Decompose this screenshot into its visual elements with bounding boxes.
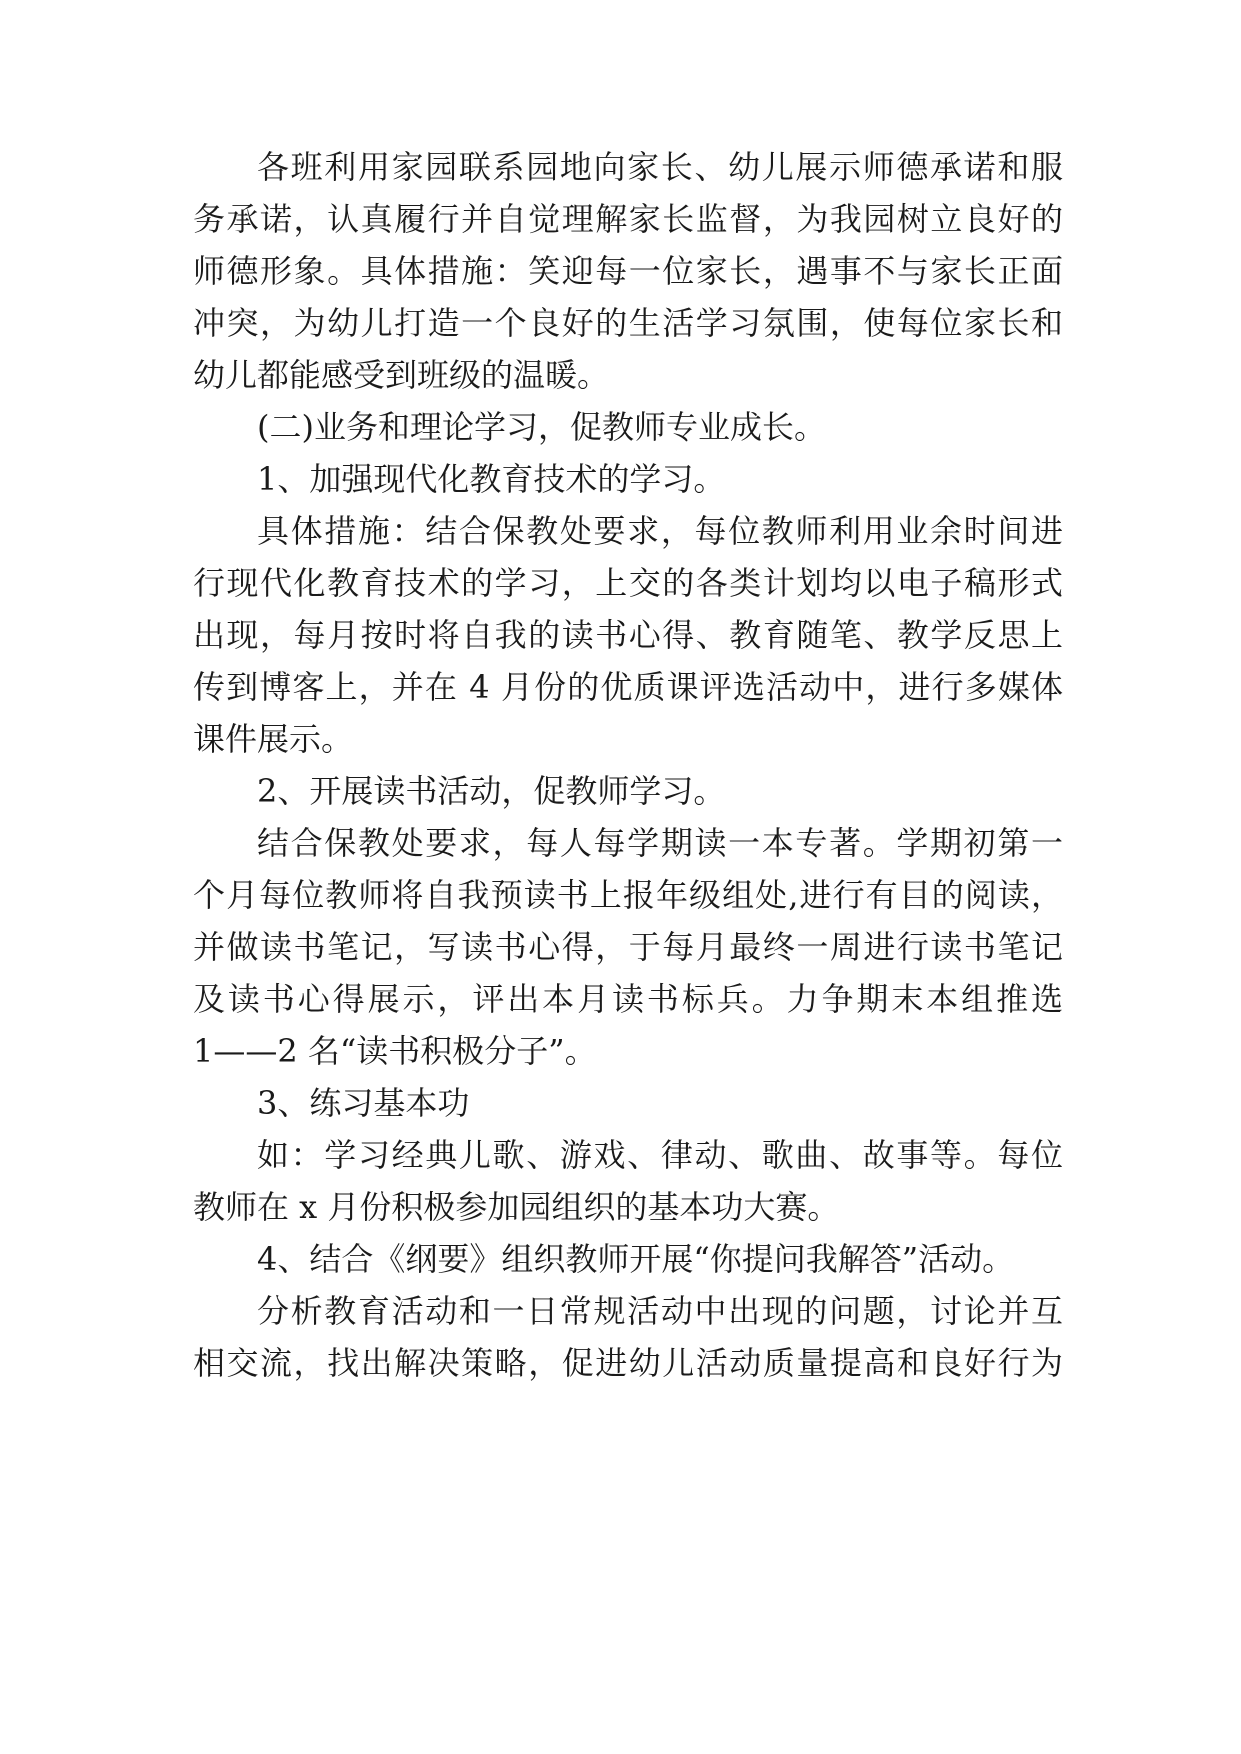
text-line: 如：学习经典儿歌、游戏、律动、歌曲、故事等。每位: [257, 1136, 1063, 1174]
text-line: 各班利用家园联系园地向家长、幼儿展示师德承诺和服: [257, 148, 1063, 186]
text-line: 幼儿都能感受到班级的温暖。: [193, 356, 610, 394]
subsection-heading: 1、加强现代化教育技术的学习。: [257, 460, 726, 498]
section-heading: (二)业务和理论学习，促教师专业成长。: [257, 408, 826, 446]
text-line: 1——2 名“读书积极分子”。: [193, 1032, 597, 1070]
text-line: 务承诺，认真履行并自觉理解家长监督，为我园树立良好的: [193, 200, 1063, 238]
text-line: 课件展示。: [193, 720, 354, 758]
text-line: 行现代化教育技术的学习，上交的各类计划均以电子稿形式: [193, 564, 1063, 602]
text-line: 传到博客上，并在 4 月份的优质课评选活动中，进行多媒体: [193, 668, 1063, 706]
subsection-heading: 2、开展读书活动，促教师学习。: [257, 772, 726, 810]
subsection-heading: 3、练习基本功: [257, 1084, 470, 1122]
text-line: 及读书心得展示，评出本月读书标兵。力争期末本组推选: [193, 980, 1063, 1018]
text-line: 个月每位教师将自我预读书上报年级组处,进行有目的阅读，: [193, 876, 1063, 914]
text-line: 师德形象。具体措施：笑迎每一位家长，遇事不与家长正面: [193, 252, 1063, 290]
text-line: 并做读书笔记，写读书心得，于每月最终一周进行读书笔记: [193, 928, 1063, 966]
text-line: 分析教育活动和一日常规活动中出现的问题，讨论并互: [257, 1292, 1063, 1330]
subsection-heading: 4、结合《纲要》组织教师开展“你提问我解答”活动。: [257, 1240, 1015, 1278]
text-line: 具体措施：结合保教处要求，每位教师利用业余时间进: [257, 512, 1063, 550]
text-line: 出现，每月按时将自我的读书心得、教育随笔、教学反思上: [193, 616, 1063, 654]
text-line: 结合保教处要求，每人每学期读一本专著。学期初第一: [257, 824, 1063, 862]
text-line: 教师在 x 月份积极参加园组织的基本功大赛。: [193, 1188, 840, 1226]
text-line: 冲突，为幼儿打造一个良好的生活学习氛围，使每位家长和: [193, 304, 1063, 342]
text-line: 相交流，找出解决策略，促进幼儿活动质量提高和良好行为: [193, 1344, 1063, 1382]
